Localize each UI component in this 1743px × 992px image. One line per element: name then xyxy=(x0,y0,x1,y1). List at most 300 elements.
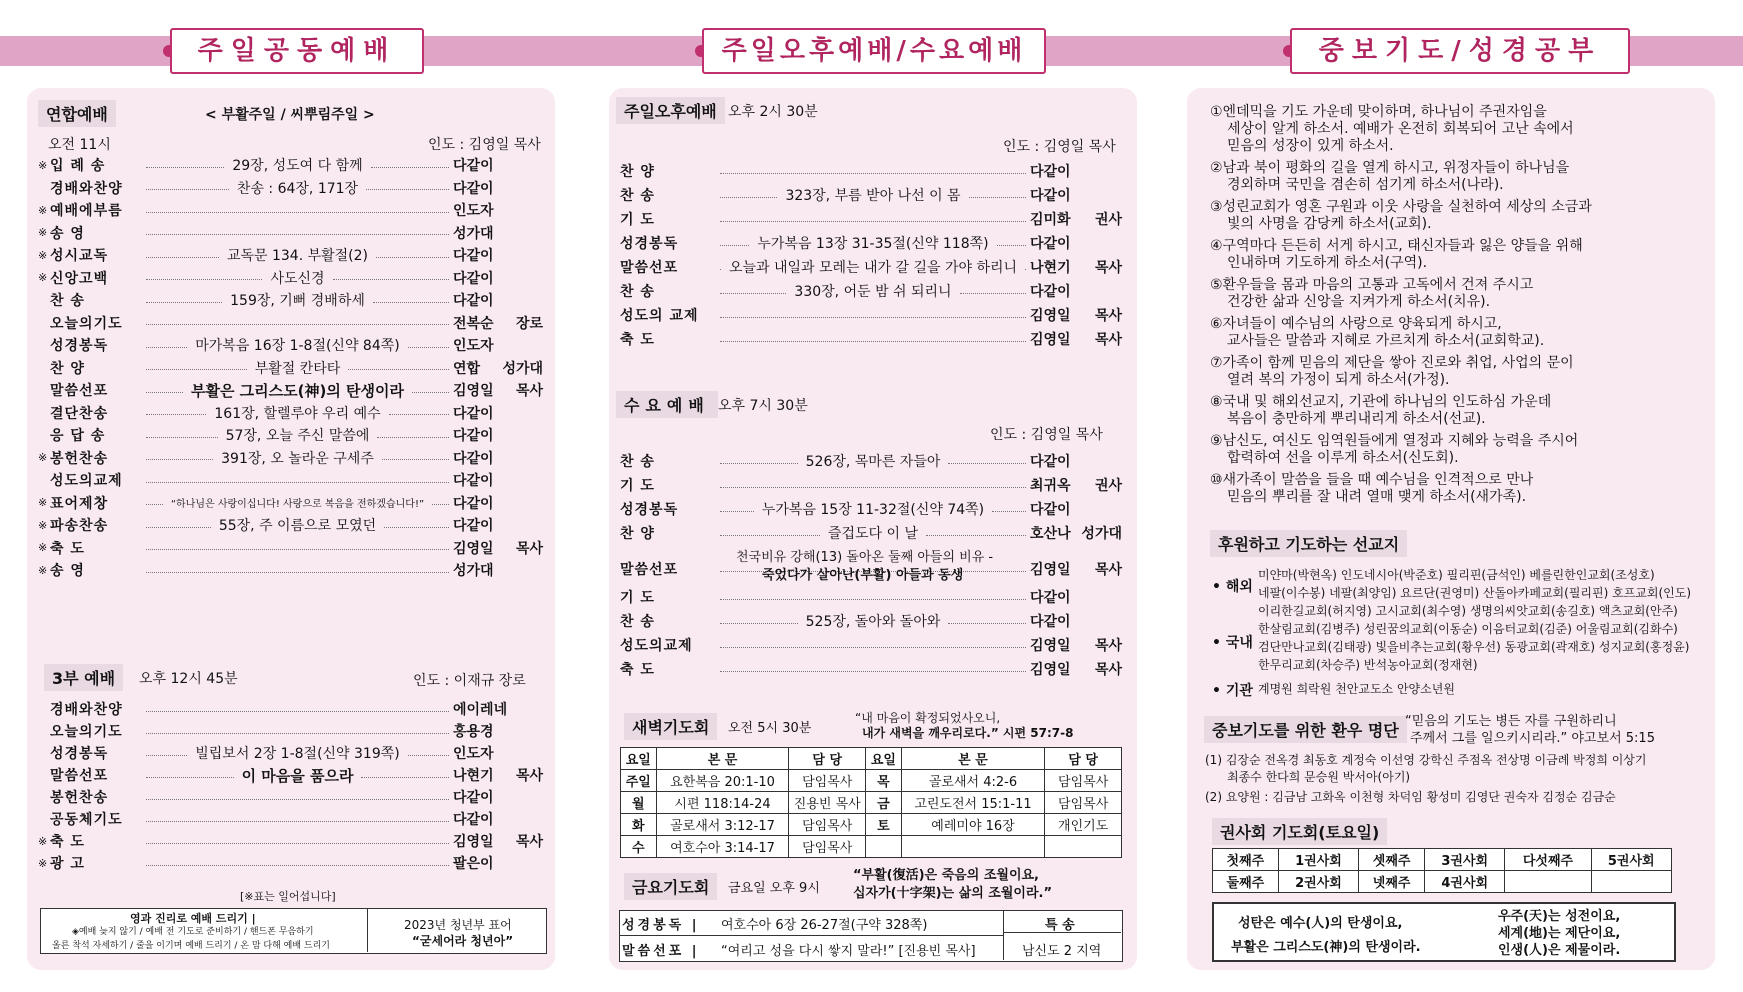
leader-dots xyxy=(720,623,798,624)
order-item-person: 다같이 xyxy=(453,473,494,489)
prayer-line: 교사들은 말씀과 지혜로 가르치게 하소서(교회학교). xyxy=(1227,333,1545,349)
dawn-table xyxy=(620,747,1122,858)
prayer-line: 열려 복의 가정이 되게 하소서(가정). xyxy=(1227,372,1450,388)
prayer-line: 합력하여 선을 이루게 하소서(신도회). xyxy=(1227,450,1459,466)
order-item-person: 다같이 xyxy=(453,518,494,534)
stand-mark: ※ xyxy=(38,248,48,262)
leader-dots xyxy=(389,414,449,415)
leader-dots xyxy=(432,504,449,505)
table-row xyxy=(621,836,1122,858)
order-item-name: 송 영 xyxy=(50,563,85,579)
table-cell: 넷째주 xyxy=(1359,871,1425,893)
order-row xyxy=(620,280,1122,302)
main-theme: < 부활주일 / 씨뿌림주일 > xyxy=(205,107,375,123)
wednesday-sermon-1: 천국비유 강해(13) 돌아온 둘째 아들의 비유 - xyxy=(736,550,994,565)
order-row xyxy=(38,742,543,764)
table-cell: 둘째주 xyxy=(1213,871,1279,893)
patient-list-1a: (1) 김장순 전옥경 최동호 계정숙 이선영 강학신 주점옥 전상명 이금례 박정희 이상기 xyxy=(1205,753,1647,767)
table-cell xyxy=(1505,871,1591,893)
prayer-line: ⑤환우들을 몸과 마음의 고통과 고독에서 건져 주시고 xyxy=(1210,277,1534,293)
order-item-person: 다같이 xyxy=(453,293,494,309)
guide-line-2: 올른 착석 자세하기 / 줄을 이기며 예배 드리기 / 온 맘 다해 예배 드리기 xyxy=(52,941,330,951)
header-title-prayer: 중보기도/성경공부 xyxy=(1290,28,1630,74)
table-cell: 셋째주 xyxy=(1359,849,1425,871)
leader-dots xyxy=(146,572,449,573)
order-row xyxy=(38,289,543,311)
stand-mark: ※ xyxy=(38,856,48,870)
leader-dots xyxy=(720,463,798,464)
order-item-name: 예배에부름 xyxy=(50,203,123,219)
leader-dots xyxy=(146,167,224,168)
org-label: • 기관 xyxy=(1212,683,1253,699)
prayer-line: 인내하며 기도하게 하소서(구역). xyxy=(1227,255,1428,271)
patient-list-2: (2) 요양원 : 김금남 고화옥 이천형 차덕임 황성미 김영단 권숙자 김정순 김금순 xyxy=(1205,790,1616,804)
order-item-name: 성경봉독 xyxy=(50,746,109,762)
order-row xyxy=(38,537,543,559)
order-row xyxy=(620,498,1122,520)
order-item-detail: 391장, 오 놀라운 구세주 xyxy=(221,450,374,467)
leader-dots xyxy=(146,302,222,303)
order-item-detail: 즐겁도다 이 날 xyxy=(827,526,919,542)
leader-dots xyxy=(412,392,449,393)
order-item-person: 김영일 목사 xyxy=(453,540,543,557)
leader-dots xyxy=(969,197,1026,198)
intercession-quote-2: 주께서 그를 일으키시리라.” 야고보서 5:15 xyxy=(1410,731,1655,746)
order-item-detail: 부활은 그리스도(神)의 탄생이라 xyxy=(190,381,405,400)
leader-dots xyxy=(348,369,449,370)
stand-mark: ※ xyxy=(38,541,48,554)
order-item-name: 기 도 xyxy=(620,590,655,606)
order-item-person: 다같이 xyxy=(453,405,494,422)
header-title-worship: 주일공동예배 xyxy=(170,28,424,74)
order-item-name: 파송찬송 xyxy=(50,518,109,534)
main-leader: 인도 : 김영일 목사 xyxy=(428,137,541,153)
order-item-name: 송 영 xyxy=(50,225,85,242)
stand-mark: ※ xyxy=(38,451,48,464)
order-row xyxy=(620,610,1122,632)
friday-reading-label: 성경봉독 | xyxy=(622,918,700,933)
leader-dots xyxy=(992,511,1026,512)
table-cell: 골로새서 4:2-6 xyxy=(901,770,1045,792)
order-row xyxy=(620,634,1122,656)
leader-dots xyxy=(720,671,1026,672)
order-item-person: 다같이 xyxy=(1030,188,1071,204)
order-item-person: 전복순 장로 xyxy=(453,315,543,332)
table-cell: 다섯째주 xyxy=(1505,849,1591,871)
order-item-name: 성도의 교제 xyxy=(620,308,699,324)
stand-mark: ※ xyxy=(38,158,48,172)
table-header-cell: 요일 xyxy=(621,748,657,770)
leader-dots xyxy=(366,189,449,190)
order-row xyxy=(38,402,543,424)
friday-quote-2: 십자가(十字架)는 삶의 조월이라.” xyxy=(853,886,1052,901)
leader-dots xyxy=(146,777,234,778)
wednesday-leader: 인도 : 김영일 목사 xyxy=(990,427,1103,443)
order-row xyxy=(38,764,543,786)
order-item-detail: 이 마음을 품으라 xyxy=(241,766,354,785)
order-row xyxy=(38,424,543,446)
order-item-person: 나현기 목사 xyxy=(453,768,544,784)
table-cell: 월 xyxy=(621,792,657,814)
order-item-name: 찬 송 xyxy=(620,284,655,300)
leader-dots xyxy=(146,437,218,438)
order-item-name: 신앙고백 xyxy=(50,270,109,287)
table-cell: 예레미야 16장 xyxy=(901,814,1045,836)
order-row xyxy=(620,586,1122,608)
special-song-title: 특 송 xyxy=(1045,918,1075,933)
mission-badge: 후원하고 기도하는 선교지 xyxy=(1210,530,1407,557)
prayer-line: 믿음의 뿌리를 잘 내려 열매 맺게 하소서(새가족). xyxy=(1227,489,1527,505)
guide-divider xyxy=(367,908,368,952)
order-item-name: 찬 양 xyxy=(620,164,655,180)
order-item-person: 다같이 xyxy=(1030,284,1071,300)
order-item-detail: 찬송 : 64장, 171장 xyxy=(236,180,359,197)
footer-right-2: 세계(地)는 제단이요, xyxy=(1498,926,1621,941)
leader-dots xyxy=(720,197,777,198)
order-row xyxy=(620,450,1122,472)
table-cell xyxy=(1045,836,1122,858)
order-row xyxy=(38,244,543,266)
leader-dots xyxy=(146,459,213,460)
order-row xyxy=(38,469,543,491)
motto-title: 2023년 청년부 표어 xyxy=(404,918,512,932)
order-row xyxy=(38,222,543,244)
table-cell: 주일 xyxy=(621,770,657,792)
order-row xyxy=(38,199,543,221)
order-row xyxy=(620,232,1122,254)
table-cell: 담임목사 xyxy=(789,836,866,858)
table-cell: 요한복음 20:1-10 xyxy=(656,770,789,792)
order-item-detail: 159장, 기뻐 경배하세 xyxy=(230,293,365,309)
leader-dots xyxy=(948,623,1026,624)
dawn-badge: 새벽기도회 xyxy=(624,713,717,740)
order-item-person: 인도자 xyxy=(453,203,494,219)
stand-mark: ※ xyxy=(38,203,48,217)
footer-right-3: 인생(人)은 제물이라. xyxy=(1498,943,1621,958)
domestic-label: • 국내 xyxy=(1212,635,1253,651)
table-row xyxy=(621,814,1122,836)
order-item-name: 말씀선포 xyxy=(620,562,679,578)
table-header-cell: 요일 xyxy=(866,748,902,770)
leader-dots xyxy=(384,527,449,528)
table-cell: 담임목사 xyxy=(789,770,866,792)
afternoon-leader: 인도 : 김영일 목사 xyxy=(1003,139,1116,155)
leader-dots xyxy=(960,293,1026,294)
dawn-quote-1: “내 마음이 확정되었사오니, xyxy=(855,711,1001,725)
order-item-person: 김미화 권사 xyxy=(1030,212,1122,228)
leader-dots xyxy=(146,482,449,483)
wednesday-time: 오후 7시 30분 xyxy=(718,398,808,414)
order-item-person: 다같이 xyxy=(1030,236,1071,252)
main-time: 오전 11시 xyxy=(48,137,111,153)
order-item-person: 나현기 목사 xyxy=(1030,260,1123,276)
prayer-line: 건강한 삶과 신앙을 지켜가게 하소서(치유). xyxy=(1227,294,1491,310)
table-header-cell: 담 당 xyxy=(1045,748,1122,770)
table-cell: 고린도전서 15:1-11 xyxy=(901,792,1045,814)
order-item-detail: 마가복음 16장 1-8절(신약 84쪽) xyxy=(195,338,400,354)
guide-line-1: ◈예배 늦지 않기 / 예배 전 기도로 준비하기 / 핸드폰 무음하기 xyxy=(72,927,314,937)
friday-badge: 금요기도회 xyxy=(624,873,717,900)
order-item-name: 결단찬송 xyxy=(50,405,109,422)
order-item-name: 성경봉독 xyxy=(620,502,679,518)
intercession-quote-1: “믿음의 기도는 병든 자를 구원하리니 xyxy=(1405,714,1617,729)
order-row xyxy=(38,808,543,830)
order-item-detail: 교독문 134. 부활절(2) xyxy=(226,248,369,264)
friday-box-vline xyxy=(1003,910,1004,960)
order-item-name: 경배와찬양 xyxy=(50,702,123,718)
leader-dots xyxy=(146,414,206,415)
order-item-person: 에이레네 xyxy=(453,702,508,718)
table-cell xyxy=(866,836,902,858)
leader-dots xyxy=(720,647,1026,648)
leader-dots xyxy=(382,459,449,460)
friday-sermon-label: 말씀선포 | xyxy=(622,944,700,959)
order-item-detail: 누가복음 15장 11-32절(신약 74쪽) xyxy=(761,502,985,518)
leader-dots xyxy=(1025,269,1026,270)
table-row xyxy=(621,770,1122,792)
intercession-badge: 중보기도를 위한 환우 명단 xyxy=(1204,716,1407,743)
order-item-person: 김영일 목사 xyxy=(1030,662,1122,678)
order-item-person: 다같이 xyxy=(453,158,494,174)
leader-dots xyxy=(948,463,1026,464)
prayer-line: ①엔데믹을 기도 가운데 맞이하며, 하나님이 주권자임을 xyxy=(1210,104,1547,120)
leader-dots xyxy=(720,535,820,536)
leader-dots xyxy=(720,341,1026,342)
table-cell xyxy=(1591,871,1671,893)
prayer-line: ⑩새가족이 말씀을 들을 때 예수님을 인격적으로 만나 xyxy=(1210,472,1534,488)
friday-quote-1: “부활(復活)은 죽음의 조월이요, xyxy=(853,868,1039,883)
order-item-person: 다같이 xyxy=(1030,454,1071,470)
prayer-line: 믿음의 성장이 있게 하소서. xyxy=(1227,138,1394,154)
order-item-person: 호산나 성가대 xyxy=(1030,526,1123,542)
prayer-line: ②남과 북이 평화의 길을 열게 하시고, 위정자들이 하나님을 xyxy=(1210,160,1570,176)
stand-mark: ※ xyxy=(38,226,48,239)
order-row xyxy=(620,256,1122,278)
table-header-cell: 본 문 xyxy=(901,748,1045,770)
order-item-name: 찬 양 xyxy=(620,526,655,542)
motto: “굳세어라 청년아” xyxy=(412,934,514,948)
third-time: 오후 12시 45분 xyxy=(139,671,238,687)
order-item-name: 응 답 송 xyxy=(50,428,106,444)
table-cell: 5권사회 xyxy=(1591,849,1671,871)
prayer-line: ⑨남신도, 여신도 임역원들에게 열정과 지혜와 능력을 주시어 xyxy=(1210,433,1579,449)
prayer-line: 경외하며 국민을 겸손히 섬기게 하소서(나라). xyxy=(1227,177,1504,193)
afternoon-badge: 주일오후예배 xyxy=(616,97,725,124)
order-item-name: 봉헌찬송 xyxy=(50,790,109,806)
order-item-person: 성가대 xyxy=(453,225,494,242)
order-item-person: 다같이 xyxy=(1030,614,1071,630)
order-row xyxy=(38,154,543,176)
order-row xyxy=(620,328,1122,350)
order-item-person: 다같이 xyxy=(453,495,494,512)
table-cell: 2권사회 xyxy=(1278,871,1358,893)
order-item-name: 찬 송 xyxy=(620,614,655,630)
leader-dots xyxy=(146,257,219,258)
table-cell: 3권사회 xyxy=(1425,849,1505,871)
table-cell: 담임목사 xyxy=(789,814,866,836)
domestic-line-3: 검단만나교회(김태광) 빛을비추는교회(황우선) 동광교회(곽재호) 성지교회(홍정윤) xyxy=(1258,640,1690,654)
leader-dots xyxy=(146,392,183,393)
leader-dots xyxy=(720,599,1026,600)
order-item-detail: 323장, 부름 받아 나선 이 몸 xyxy=(785,188,961,204)
table-row xyxy=(1213,849,1672,871)
table-cell: 시편 118:14-24 xyxy=(656,792,789,814)
leader-dots xyxy=(146,279,262,280)
leader-dots xyxy=(720,511,754,512)
order-item-detail: 사도신경 xyxy=(270,270,325,287)
order-item-person: 다같이 xyxy=(453,248,494,264)
table-header-cell: 본 문 xyxy=(656,748,789,770)
order-item-name: 기 도 xyxy=(620,478,655,494)
domestic-line-4: 한무리교회(차승주) 반석농아교회(정재현) xyxy=(1258,658,1478,672)
leader-dots xyxy=(146,733,449,734)
order-item-person: 김영일 목사 xyxy=(1030,332,1122,348)
table-cell: 첫째주 xyxy=(1213,849,1279,871)
third-leader: 인도 : 이재규 장로 xyxy=(413,673,526,689)
special-song: 남신도 2 지역 xyxy=(1022,944,1102,959)
table-row xyxy=(1213,871,1672,893)
order-item-name: 성경봉독 xyxy=(50,338,109,354)
table-cell: 토 xyxy=(866,814,902,836)
friday-box-hline xyxy=(619,935,1003,936)
third-badge: 3부 예배 xyxy=(44,664,123,691)
order-item-name: 오늘의기도 xyxy=(50,315,123,332)
overseas-line-2: 네팔(이수봉) 네팔(최양임) 요르단(권영미) 산돌아카페교회(필리핀) 호프교회(인도) xyxy=(1258,586,1692,600)
order-item-name: 말씀선포 xyxy=(50,383,109,399)
order-item-name: 축 도 xyxy=(620,332,655,348)
order-row xyxy=(620,184,1122,206)
order-item-name: 찬 송 xyxy=(620,188,655,204)
leader-dots xyxy=(720,487,1026,488)
prayer-line: ④구역마다 든든히 서게 하시고, 태신자들과 잃은 양들을 위해 xyxy=(1210,238,1583,254)
table-cell: 1권사회 xyxy=(1278,849,1358,871)
order-item-name: 축 도 xyxy=(620,662,655,678)
friday-sermon: “여리고 성을 다시 쌓지 말라!” [진용빈 목사] xyxy=(721,944,976,959)
leader-dots xyxy=(146,527,211,528)
stand-mark: ※ xyxy=(38,563,48,577)
leader-dots xyxy=(146,347,187,348)
order-row xyxy=(620,160,1122,182)
prayer-line: 복음이 충만하게 뿌리내리게 하소서(선교). xyxy=(1227,411,1486,427)
leader-dots xyxy=(720,245,749,246)
order-item-name: 축 도 xyxy=(50,540,85,557)
leader-dots xyxy=(373,302,449,303)
table-cell: 목 xyxy=(866,770,902,792)
order-item-person: 다같이 xyxy=(453,450,494,467)
order-item-person: 인도자 xyxy=(453,746,494,762)
order-item-person: 다같이 xyxy=(453,428,494,444)
prayer-line: ⑧국내 및 해외선교지, 기관에 하나님의 인도하심 가운데 xyxy=(1210,394,1552,410)
order-item-detail: 525장, 돌아와 돌아와 xyxy=(805,614,941,630)
footer-left-2: 부활은 그리스도(神)의 탄생이라. xyxy=(1231,940,1421,955)
table-row xyxy=(621,792,1122,814)
order-item-person: 다같이 xyxy=(453,180,494,197)
stand-mark: ※ xyxy=(38,271,48,284)
leader-dots xyxy=(997,245,1026,246)
order-row xyxy=(38,786,543,808)
order-item-person: 홍용경 xyxy=(453,724,494,740)
order-row xyxy=(620,658,1122,680)
stand-note: [※표는 일어섭니다] xyxy=(240,890,336,903)
order-row xyxy=(38,357,543,379)
table-cell: 진용빈 목사 xyxy=(789,792,866,814)
order-row xyxy=(38,514,543,536)
order-item-person: 다같이 xyxy=(453,790,494,806)
overseas-line-1: 미얀마(박현옥) 인도네시아(박준호) 필리핀(금석인) 베를린한인교회(조성호) xyxy=(1258,568,1655,582)
afternoon-time: 오후 2시 30분 xyxy=(728,104,818,120)
order-item-detail: 29장, 성도여 다 함께 xyxy=(232,158,363,174)
table-cell: 개인기도 xyxy=(1045,814,1122,836)
order-item-detail: 330장, 어둔 밤 쉬 되리니 xyxy=(794,284,952,300)
order-item-name: 성시교독 xyxy=(50,248,109,264)
order-item-name: 찬 송 xyxy=(620,454,655,470)
leader-dots xyxy=(371,167,449,168)
order-row xyxy=(620,208,1122,230)
order-item-person: 김영일 목사 xyxy=(1030,308,1122,324)
order-item-name: 기 도 xyxy=(620,212,655,228)
footer-right-1: 우주(天)는 성전이요, xyxy=(1498,909,1621,924)
leader-dots xyxy=(146,189,229,190)
deacon-badge: 권사회 기도회(토요일) xyxy=(1212,818,1387,845)
friday-time: 금요일 오후 9시 xyxy=(728,881,820,896)
leader-dots xyxy=(146,324,449,325)
order-item-person: 다같이 xyxy=(1030,590,1071,606)
dawn-table-head xyxy=(621,748,1122,770)
order-item-person: 다같이 xyxy=(453,270,494,287)
leader-dots xyxy=(720,269,721,270)
dawn-quote-2: 내가 새벽을 깨우리로다.” 시편 57:7-8 xyxy=(862,726,1074,740)
domestic-line-2: 한살림교회(김병주) 성린꿈의교회(이동순) 이음터교회(김준) 어울림교회(김화수) xyxy=(1258,622,1678,636)
order-row xyxy=(620,474,1122,496)
order-item-person: 김영일 목사 xyxy=(1030,638,1122,654)
table-header-cell: 담 당 xyxy=(789,748,866,770)
order-item-name: 광 고 xyxy=(50,856,85,872)
order-item-name: 말씀선포 xyxy=(620,260,679,276)
order-item-detail: 526장, 목마른 자들아 xyxy=(805,454,941,470)
leader-dots xyxy=(408,347,449,348)
order-item-name: 찬 송 xyxy=(50,293,85,309)
order-row xyxy=(38,447,543,469)
wednesday-badge: 수요예배 xyxy=(616,391,718,418)
prayer-line: 세상이 알게 하소서. 예배가 온전히 회복되어 고난 속에서 xyxy=(1227,121,1574,137)
order-item-person: 다같이 xyxy=(1030,164,1071,180)
order-item-detail: 57장, 오늘 주신 말씀에 xyxy=(225,428,370,444)
prayer-line: 빛의 사명을 감당케 하소서(교회). xyxy=(1227,216,1432,232)
table-cell xyxy=(901,836,1045,858)
order-item-detail: 빌립보서 2장 1-8절(신약 319쪽) xyxy=(195,746,400,762)
order-item-name: 공동체기도 xyxy=(50,812,123,828)
order-row xyxy=(620,522,1122,544)
leader-dots xyxy=(408,755,449,756)
table-cell: 담임목사 xyxy=(1045,770,1122,792)
leader-dots xyxy=(146,212,449,213)
order-item-person: 팔은이 xyxy=(453,856,494,872)
friday-reading: 여호수아 6장 26-27절(구약 328쪽) xyxy=(721,918,928,933)
table-cell: 여호수아 3:14-17 xyxy=(656,836,789,858)
prayer-line: ⑦가족이 함께 믿음의 제단을 쌓아 진로와 취업, 사업의 문이 xyxy=(1210,355,1574,371)
order-row xyxy=(38,379,543,401)
order-item-name: 표어제창 xyxy=(50,495,109,512)
order-item-name: 봉헌찬송 xyxy=(50,450,109,467)
leader-dots xyxy=(146,711,449,712)
footer-left-1: 성탄은 예수(人)의 탄생이요, xyxy=(1238,916,1403,931)
table-cell: 4권사회 xyxy=(1425,871,1505,893)
order-item-detail: 161장, 할렐루야 우리 예수 xyxy=(214,405,381,422)
stand-mark: ※ xyxy=(38,834,48,848)
prayer-line: ⑥자녀들이 예수님의 사랑으로 양육되게 하시고, xyxy=(1210,316,1502,332)
domestic-line-1: 이리한길교회(허지영) 고시교회(최수영) 생명의씨앗교회(송길호) 액츠교회(안주) xyxy=(1258,604,1678,618)
overseas-label: • 해외 xyxy=(1212,579,1253,595)
